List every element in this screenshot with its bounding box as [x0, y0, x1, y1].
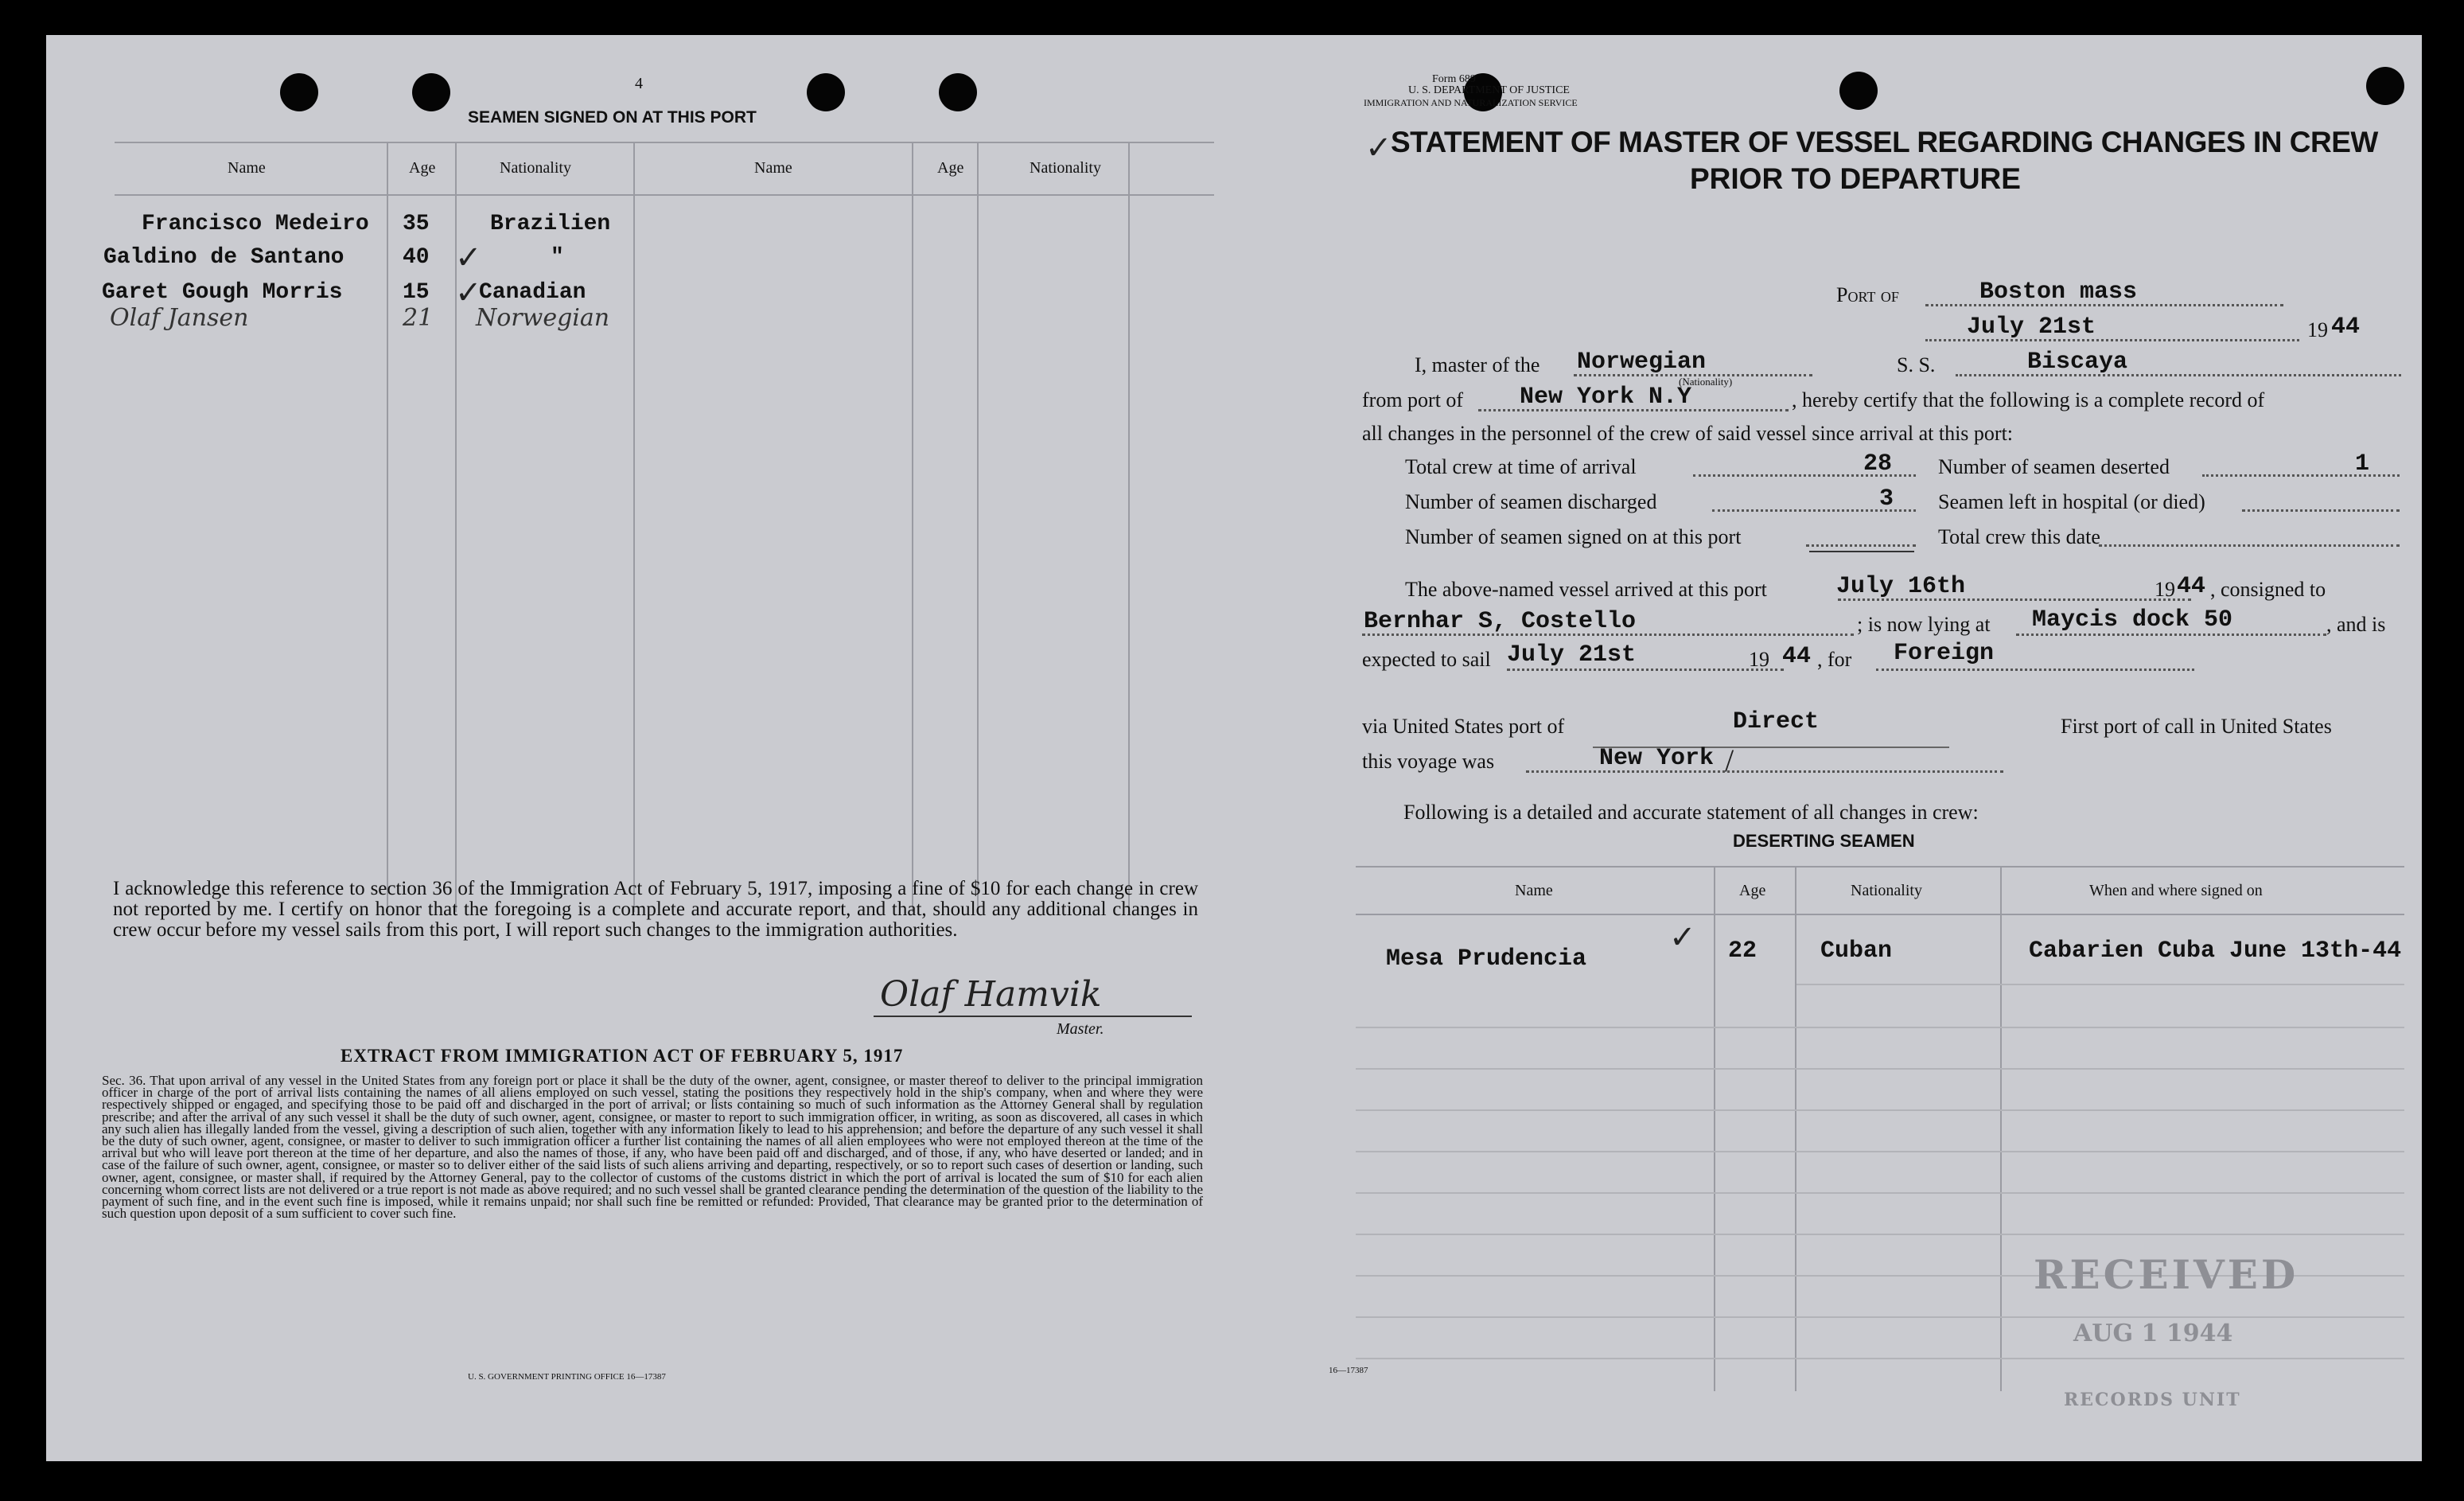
- expected-dotted-line: [1507, 669, 1784, 671]
- col-header-name: Name: [1515, 882, 1553, 899]
- ship-dotted-line: [1956, 374, 2401, 376]
- expected-value: July 21st: [1507, 641, 1637, 669]
- stat-dotted-line: [2099, 544, 2400, 547]
- crew-age: 40: [403, 245, 430, 270]
- col-header-nationality: Nationality: [500, 159, 571, 177]
- discharged-label: Number of seamen discharged: [1405, 490, 1657, 513]
- voyage-value: New York: [1599, 745, 1715, 772]
- col-header-nationality: Nationality: [1030, 159, 1101, 177]
- deserting-table-top: [1356, 866, 2404, 867]
- nationality-caption: (Nationality): [1679, 376, 1733, 388]
- col-header-age: Age: [1739, 882, 1766, 899]
- punch-hole: [2366, 67, 2404, 105]
- certify-text: , hereby certify that the following is a complete record of: [1792, 388, 2265, 411]
- received-stamp: RECEIVED: [2034, 1251, 2299, 1298]
- punch-hole: [939, 73, 977, 111]
- form-title-line1: STATEMENT OF MASTER OF VESSEL REGARDING CHANGES IN CREW: [1391, 126, 2378, 158]
- for-label: , for: [1817, 648, 1852, 671]
- crew-nationality-handwritten: Norwegian: [476, 304, 610, 332]
- arrived-value: July 16th: [1836, 573, 1966, 600]
- crew-name: Francisco Medeiro: [142, 212, 369, 236]
- stat-dotted-line: [2202, 474, 2400, 477]
- punch-hole: [412, 73, 450, 111]
- consigned-label: , consigned to: [2210, 578, 2326, 601]
- column-divider: [912, 142, 913, 912]
- year-value: 44: [2331, 314, 2361, 341]
- page-number: 4: [635, 75, 643, 92]
- total-date-label: Total crew this date: [1938, 525, 2100, 548]
- voyage-dotted-line: [1526, 770, 2003, 773]
- department: U. S. DEPARTMENT OF JUSTICE: [1408, 84, 1570, 96]
- crew-name-handwritten: Olaf Jansen: [110, 304, 249, 332]
- via-value: Direct: [1733, 708, 1820, 735]
- master-signature: Olaf Hamvik: [880, 974, 1102, 1015]
- signature-line: [874, 1016, 1192, 1017]
- table-row-rule: [1796, 984, 2404, 985]
- and-is-label: , and is: [2326, 613, 2386, 636]
- col-header-nationality: Nationality: [1851, 882, 1922, 899]
- ship-name: Biscaya: [2027, 349, 2128, 376]
- ss-label: S. S.: [1897, 353, 1936, 376]
- arrived-year: 44: [2177, 573, 2206, 600]
- document-sheet: [46, 35, 2422, 1461]
- column-divider: [633, 142, 635, 912]
- expected-year: 44: [1782, 643, 1812, 670]
- crew-name: Garet Gough Morris: [102, 280, 343, 305]
- year-prefix: 19: [2307, 318, 2328, 341]
- col-header-signed-on: When and where signed on: [2089, 882, 2263, 899]
- column-divider: [2000, 866, 2002, 1391]
- col-header-age: Age: [937, 159, 964, 177]
- acknowledgment-text: I acknowledge this reference to section 36 of the Immigration Act of February 5, 1917, imposing a fine of $10 for each change in crew not reported by me. I certify on honor that the foregoing is a complete and accurate report, and that, should any additional changes in crew occur before my vessel sails from this port, I will report such changes to the immigration authorities.: [113, 878, 1198, 941]
- port-value: Boston mass: [1979, 279, 2138, 306]
- crew-nationality: Canadian: [479, 280, 586, 305]
- printer-line: U. S. GOVERNMENT PRINTING OFFICE 16—17387: [468, 1372, 666, 1382]
- extract-text: Sec. 36. That upon arrival of any vessel in the United States from any foreign port or place it shall be the duty of the owner, agent, consignee, or master thereof to deliver to the principal immigration officer in charge of the port of arrival lists containing the names of all aliens employed on such vessel, stating the positions they respectively hold in the ship's company, when and where they were respectively shipped or engaged, and specifying those to be paid off and discharged in the port of arrival; or lists containing so much of such information as the Attorney General shall by regulation prescribe; and after the arrival of any such vessel it shall be the duty of such owner, agent, consignee, or master to report to such immigration officer, in writing, as soon as discovered, all cases in which any such alien has illegally landed from the vessel, giving a description of such alien, together with any information likely to lead to his apprehension; and before the departure of any such vessel it shall be the duty of such owner, agent, consignee, or master to deliver to such immigration officer a further list containing the names of all alien employees who were not employed thereon at the time of the arrival but who will leave port thereon at the time of her departure, and also the names of those, if any, who have been paid off and discharged, and of those, if any, who have deserted or landed; and in case of the failure of such owner, agent, consignee, or master so to deliver either of the said lists of such aliens arriving and departing, respectively, or so to report such cases of desertion or landing, such owner, agent, consignee, or master shall, if required by the Attorney General, pay to the collector of customs of the customs district in which the port of arrival is located the sum of $10 for each alien concerning whom correct lists are not delivered or a true report is not made as above required; and no such vessel shall be granted clearance pending the determination of the question of the liability to the payment of such fine, and in the event such fine is imposed, while it remains unpaid; nor shall such fine be remitted or refunded: Provided, That clearance may be granted prior to the determination of such question upon deposit of a sum sufficient to cover such fine.: [102, 1073, 1203, 1222]
- table-row-rule: [1356, 1151, 2404, 1152]
- received-stamp-unit: RECORDS UNIT: [2064, 1390, 2241, 1410]
- check-mark: ✓: [1669, 919, 1696, 955]
- lying-dotted-line: [2016, 634, 2326, 636]
- deserting-table-header-rule: [1356, 914, 2404, 915]
- deserter-signed-on: Cabarien Cuba June 13th-44: [2029, 938, 2402, 965]
- crew-nationality: Brazilien: [490, 212, 611, 236]
- crew-name: Galdino de Santano: [103, 245, 344, 270]
- check-mark: ✓: [455, 240, 482, 275]
- lying-label: ; is now lying at: [1857, 613, 1991, 636]
- year-prefix: 19: [2155, 578, 2175, 601]
- crew-age-handwritten: 21: [403, 304, 434, 332]
- date-value: July 21st: [1967, 314, 2096, 341]
- crew-age: 35: [403, 212, 430, 236]
- nationality-value: Norwegian: [1577, 349, 1707, 376]
- form-number: Form 689: [1432, 73, 1476, 85]
- punch-hole: [1839, 72, 1878, 110]
- service: IMMIGRATION AND NATURALIZATION SERVICE: [1364, 97, 1578, 108]
- total-crew-label: Total crew at time of arrival: [1405, 455, 1637, 478]
- table-header-rule: [115, 194, 1214, 196]
- hospital-label: Seamen left in hospital (or died): [1938, 490, 2205, 513]
- from-port-value: New York N.Y: [1520, 384, 1692, 411]
- table-row-rule: [1356, 1068, 2404, 1070]
- from-port-label: from port of: [1362, 388, 1464, 411]
- table-row-rule: [1356, 1192, 2404, 1194]
- extract-title: EXTRACT FROM IMMIGRATION ACT OF FEBRUARY 5, 1917: [341, 1046, 904, 1066]
- signed-on-label: Number of seamen signed on at this port: [1405, 525, 1742, 548]
- deserter-name: Mesa Prudencia: [1386, 945, 1587, 973]
- master-label: Master.: [1057, 1020, 1104, 1038]
- deserted-label: Number of seamen deserted: [1938, 455, 2170, 478]
- col-header-age: Age: [409, 159, 436, 177]
- deserted-value: 1: [2355, 450, 2370, 478]
- voyage-label: this voyage was: [1362, 750, 1495, 773]
- deserter-nationality: Cuban: [1820, 938, 1893, 965]
- column-divider: [387, 142, 388, 912]
- total-rule: [1809, 551, 1914, 552]
- footer-code: 16—17387: [1329, 1366, 1368, 1375]
- following-text: Following is a detailed and accurate statement of all changes in crew:: [1403, 801, 1979, 824]
- deserting-title: DESERTING SEAMEN: [1733, 831, 1915, 851]
- changes-text: all changes in the personnel of the crew of said vessel since arrival at this port:: [1362, 422, 2014, 445]
- lying-value: Maycis dock 50: [2032, 606, 2233, 634]
- crew-age: 15: [403, 280, 430, 305]
- punch-hole: [807, 73, 845, 111]
- for-value: Foreign: [1894, 640, 1995, 667]
- for-dotted-line: [1876, 669, 2194, 671]
- check-mark: /: [1725, 743, 1734, 778]
- expected-label: expected to sail: [1362, 648, 1491, 671]
- year-prefix: 19: [1749, 648, 1769, 671]
- column-divider: [1128, 142, 1130, 912]
- stat-dotted-line: [1806, 544, 1916, 547]
- discharged-value: 3: [1879, 485, 1894, 513]
- first-port-label: First port of call in United States: [2061, 715, 2332, 738]
- col-header-name: Name: [228, 159, 266, 177]
- column-divider: [1714, 866, 1715, 1391]
- deserter-age: 22: [1728, 938, 1757, 965]
- arrived-label: The above-named vessel arrived at this port: [1405, 578, 1767, 601]
- table-top-rule: [115, 142, 1214, 143]
- table-row-rule: [1356, 1234, 2404, 1235]
- section-title: SEAMEN SIGNED ON AT THIS PORT: [468, 108, 757, 127]
- punch-hole: [280, 73, 318, 111]
- form-title-line2: PRIOR TO DEPARTURE: [1690, 162, 2021, 195]
- port-label: Port of: [1836, 283, 1899, 306]
- total-crew-value: 28: [1863, 450, 1893, 478]
- crew-nationality: ": [551, 245, 564, 270]
- consignee: Bernhar S, Costello: [1364, 608, 1637, 635]
- table-row-rule: [1356, 1109, 2404, 1111]
- check-mark: ✓: [1365, 130, 1392, 166]
- column-divider: [1795, 866, 1796, 1391]
- column-divider: [977, 142, 979, 912]
- master-of-label: I, master of the: [1415, 353, 1540, 376]
- check-mark: ✓: [455, 275, 482, 310]
- col-header-name: Name: [754, 159, 792, 177]
- table-row-rule: [1356, 1316, 2404, 1318]
- table-row-rule: [1356, 1358, 2404, 1359]
- received-stamp-date: AUG 1 1944: [2073, 1320, 2233, 1347]
- via-label: via United States port of: [1362, 715, 1565, 738]
- stat-dotted-line: [2242, 509, 2400, 512]
- table-row-rule: [1356, 1027, 2404, 1028]
